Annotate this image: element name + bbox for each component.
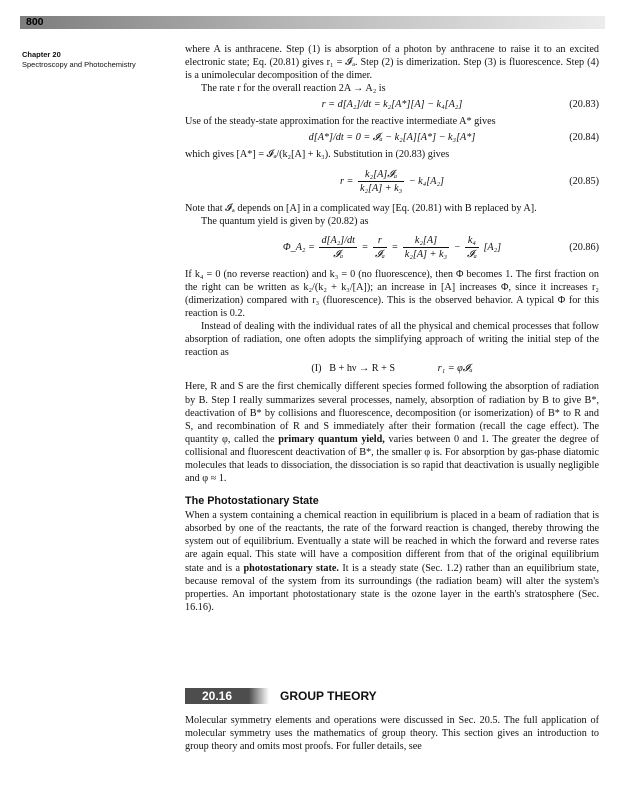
equation-number: (20.86) <box>569 241 599 253</box>
step-equation: B + hν → R + S <box>329 363 396 375</box>
fraction-denominator: 𝓘ₐ <box>374 248 385 260</box>
equation-number: (20.83) <box>569 99 599 111</box>
equation-tail: [A₂] <box>483 241 502 253</box>
paragraph-text: When a system containing a chemical reaction in equilibrium is placed in a beam of radiation that is absorbed by one of the reactants, the rate of the forward reaction is changed, thereby throwing the system out of equilibrium. Eventually a state will be reached in which the forward and reverse rates are again equal. This state will have a composition different from that of the original equilibrium state and is a <box>185 510 599 574</box>
equation-body: r = d[A₂]/dt = k₂[A*][A] − k₄[A₂] <box>321 99 463 111</box>
minus-sign: − <box>453 241 461 253</box>
step-rate: r₁ = φ𝓘ₐ <box>437 363 473 375</box>
fraction-numerator: k₂[A]𝓘ₐ <box>358 168 404 182</box>
equals-sign: = <box>391 241 399 253</box>
paragraph: If k₄ = 0 (no reverse reaction) and k₃ = 0 (no fluorescence), then Φ becomes 1. The first fraction on the right can be written as k₂/(k₂ + k₃/[A]); an increase in [A] increases Φ, since it increases r₂ (dimerization) compared with r₃ (fluorescence). This is the observed behavior. A typical Φ for this reaction is 0.2. <box>185 268 599 320</box>
paragraph: Use of the steady-state approximation for the reactive intermediate A* gives <box>185 116 496 128</box>
section-body <box>185 714 599 753</box>
step-label: (I) <box>311 363 322 375</box>
equation-tail: − k₄[A₂] <box>408 175 444 187</box>
fraction-numerator: r <box>373 234 387 248</box>
chapter-label: Chapter 20 <box>22 50 61 59</box>
paragraph: which gives [A*] = 𝓘ₐ/(k₂[A] + k₃). Substitution in (20.83) gives <box>185 149 450 161</box>
fraction-denominator: 𝓘ₐ <box>333 248 344 260</box>
paragraph: Molecular symmetry elements and operations were discussed in Sec. 20.5. The full application of molecular symmetry uses the mathematics of group theory. This section gives an introduction to group theory and omits most proofs. For fuller details, see <box>185 715 599 753</box>
chapter-title: Spectroscopy and Photochemistry <box>22 60 136 69</box>
reaction-step-I <box>185 362 599 376</box>
paragraph: The quantum yield is given by (20.82) as <box>201 215 369 227</box>
paragraph: Instead of dealing with the individual rates of all the physical and chemical processes that follow absorption of radiation, one often adopts the simplifying approach of writing the initial step of the reaction as <box>185 321 599 359</box>
page-header-bar <box>20 16 605 29</box>
equation-fraction <box>465 234 479 261</box>
section-number-fade <box>249 688 269 704</box>
equation-20-84 <box>185 130 599 146</box>
equation-number: (20.84) <box>569 132 599 144</box>
paragraph-text: It is a steady state (Sec. 1.2) rather than an equilibrium state, because removal of the system from its surroundings (the radiation beam) will alter the system's properties. An important photostationary state is the ozone layer in the earth's stratosphere (Sec. 16.16). <box>185 562 599 613</box>
paragraph: where A is anthracene. Step (1) is absorption of a photon by anthracene to raise it to an excited electronic state; Eq. (20.81) gives r₁ = 𝓘ₐ. Step (2) is dimerization. Step (3) is fluorescence. Step (4) is a unimolecular decomposition of the dimer. <box>185 44 599 82</box>
chapter-sidebar <box>22 50 172 70</box>
equation-20-83 <box>185 97 599 113</box>
fraction-denominator: k₂[A] + k₃ <box>404 248 448 260</box>
fraction-numerator: k₄ <box>465 234 479 248</box>
fraction-denominator: k₂[A] + k₃ <box>359 182 403 194</box>
paragraph-text: Here, R and S are the first chemically different species formed following the absorption of radiation by B. Step I really summarizes several processes, namely, absorption of radiation by B to give B*, deactivation of B* by collisions and fluorescence, decomposition (or isomerization) of B* to R and S, and recombination of R and S immediately after their formation (recall the cage effect). The quantity φ, called the <box>185 381 599 445</box>
bold-term: photostationary state. <box>243 562 339 574</box>
equation-20-86 <box>185 230 599 266</box>
equation-lhs: Φ_A₂ = <box>282 241 315 253</box>
section-number: 20.16 <box>185 688 249 704</box>
subsection-heading: The Photostationary State <box>185 495 319 508</box>
equation-fraction <box>373 234 387 261</box>
bold-term: primary quantum yield, <box>278 433 385 445</box>
fraction-denominator: 𝓘ₐ <box>467 248 477 260</box>
equation-lhs: r = <box>340 175 354 187</box>
paragraph <box>185 380 599 485</box>
equation-number: (20.85) <box>569 175 599 187</box>
paragraph <box>185 509 599 614</box>
fraction-numerator: d[A₂]/dt <box>321 234 355 246</box>
equation-fraction <box>319 234 357 261</box>
equals-sign: = <box>361 241 369 253</box>
paragraph-text: varies between 0 and 1. The greater the degree of collisional and fluorescent deactivation of B*, the smaller φ is. For absorption by gas-phase diatomic molecules that leads to dissociation, the dissociation is so rapid that deactivation is usually negligible and φ ≈ 1. <box>185 433 600 485</box>
equation-fraction <box>403 234 449 261</box>
equation-body: d[A*]/dt = 0 = 𝓘ₐ − k₂[A][A*] − k₃[A*] <box>308 132 476 144</box>
section-heading <box>185 688 599 706</box>
fraction-numerator: k₂[A] <box>403 234 449 248</box>
section-title: GROUP THEORY <box>280 689 377 703</box>
paragraph: Note that 𝓘ₐ depends on [A] in a complicated way [Eq. (20.81) with B replaced by A]. <box>185 202 537 214</box>
page-number: 800 <box>26 16 44 28</box>
main-text <box>185 43 599 614</box>
paragraph: The rate r for the overall reaction 2A → A₂ is <box>201 83 386 95</box>
equation-fraction <box>358 168 404 195</box>
equation-20-85 <box>185 164 599 200</box>
